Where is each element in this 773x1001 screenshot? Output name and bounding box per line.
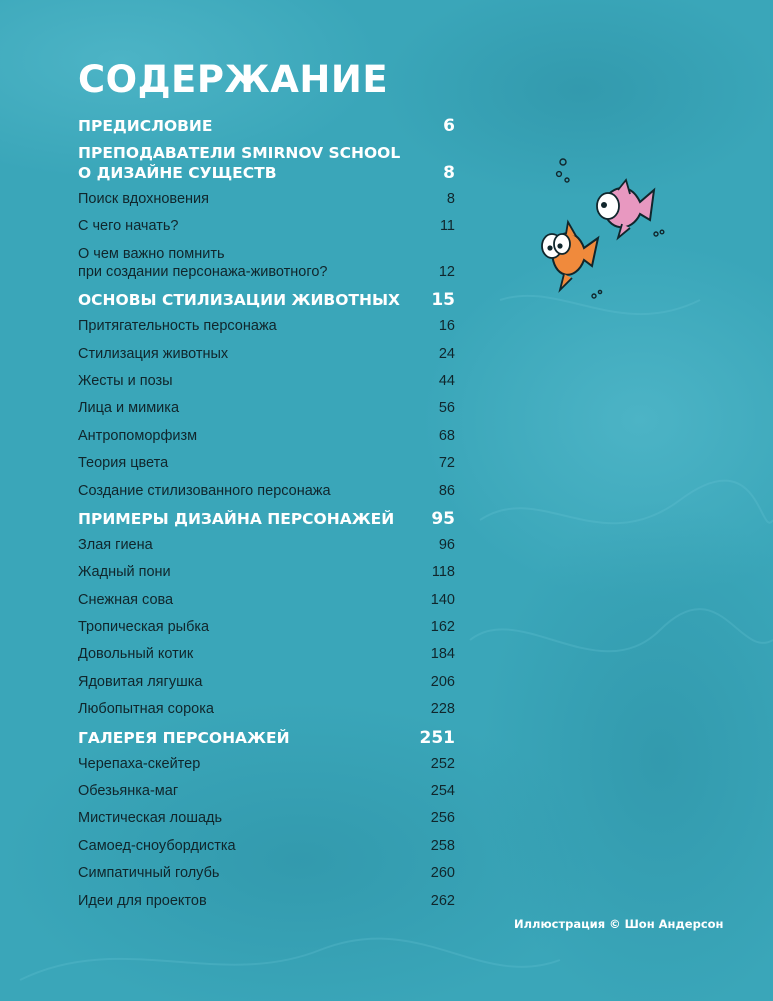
entry-title: Создание стилизованного персонажа bbox=[78, 482, 331, 499]
toc-entry bbox=[78, 864, 455, 882]
toc-section bbox=[78, 116, 455, 136]
entry-title: Стилизация животных bbox=[78, 345, 229, 362]
toc-entry bbox=[78, 372, 455, 390]
entry-title: О чем важно помнить при создании персонажа-животного? bbox=[78, 245, 328, 280]
page-number: 252 bbox=[430, 755, 455, 772]
page-number: 260 bbox=[430, 865, 455, 882]
page-number: 206 bbox=[430, 673, 455, 690]
page-number: 11 bbox=[439, 218, 455, 235]
toc-entry bbox=[78, 755, 455, 773]
toc-section bbox=[78, 143, 455, 183]
page-number: 96 bbox=[438, 536, 455, 553]
page-number: 6 bbox=[443, 116, 455, 136]
entry-title: Мистическая лошадь bbox=[78, 810, 223, 827]
toc-entry bbox=[78, 427, 455, 445]
page-number: 254 bbox=[430, 783, 455, 800]
toc-entry bbox=[78, 217, 455, 235]
toc-entry bbox=[78, 892, 455, 910]
entry-title: Обезьянка-маг bbox=[78, 783, 179, 800]
entry-title: Любопытная сорока bbox=[78, 701, 214, 718]
toc-section bbox=[78, 728, 455, 748]
toc-entry bbox=[78, 399, 455, 417]
entry-title: Снежная сова bbox=[78, 591, 174, 608]
page-number: 262 bbox=[430, 892, 455, 909]
toc-entry bbox=[78, 645, 455, 663]
entry-title: Злая гиена bbox=[78, 536, 153, 553]
page-number: 95 bbox=[431, 508, 455, 529]
entry-title: Идеи для проектов bbox=[78, 892, 207, 909]
page-number: 8 bbox=[443, 163, 455, 183]
two-cartoon-fish-icon bbox=[530, 150, 680, 310]
toc-entry bbox=[78, 345, 455, 363]
toc-entry bbox=[78, 454, 455, 472]
toc-section bbox=[78, 509, 455, 529]
entry-title: Жадный пони bbox=[78, 564, 171, 581]
toc-entry bbox=[78, 673, 455, 691]
entry-title: Черепаха-скейтер bbox=[78, 755, 201, 772]
toc-entry bbox=[78, 618, 455, 636]
toc-entry bbox=[78, 482, 455, 500]
page-number: 256 bbox=[430, 810, 455, 827]
toc-entry bbox=[78, 591, 455, 609]
page-number: 258 bbox=[430, 837, 455, 854]
section-title: ПРИМЕРЫ ДИЗАЙНА ПЕРСОНАЖЕЙ bbox=[78, 509, 395, 528]
illustration-credit: Иллюстрация © Шон Андерсон bbox=[514, 917, 724, 931]
entry-title: Антропоморфизм bbox=[78, 427, 198, 444]
page-number: 68 bbox=[438, 427, 455, 444]
page-number: 12 bbox=[438, 263, 455, 280]
page-title: СОДЕРЖАНИЕ bbox=[78, 58, 389, 101]
toc-entry bbox=[78, 782, 455, 800]
entry-title: Притягательность персонажа bbox=[78, 318, 277, 335]
entry-title: Самоед-сноубордистка bbox=[78, 837, 236, 854]
toc-section bbox=[78, 290, 455, 310]
page-number: 118 bbox=[431, 564, 455, 581]
toc-entry bbox=[78, 809, 455, 827]
page-number: 162 bbox=[430, 619, 455, 636]
entry-title: Поиск вдохновения bbox=[78, 191, 209, 207]
page-number: 228 bbox=[430, 701, 455, 718]
page-number: 251 bbox=[419, 727, 455, 748]
entry-title: Симпатичный голубь bbox=[78, 865, 220, 882]
toc-entry bbox=[78, 536, 455, 554]
page-number: 16 bbox=[438, 318, 455, 335]
section-title: ПРЕПОДАВАТЕЛИ SMIRNOV SCHOOL О ДИЗАЙНЕ СУЩЕСТВ bbox=[78, 144, 401, 182]
page-number: 15 bbox=[431, 290, 455, 311]
entry-title: Теория цвета bbox=[78, 455, 169, 472]
table-of-contents bbox=[78, 116, 455, 919]
entry-title: Ядовитая лягушка bbox=[78, 673, 203, 690]
entry-title: С чего начать? bbox=[78, 218, 179, 235]
page-number: 8 bbox=[446, 191, 455, 207]
page-number: 86 bbox=[438, 482, 455, 499]
toc-entry bbox=[78, 563, 455, 581]
page-number: 140 bbox=[430, 591, 455, 608]
page-number: 72 bbox=[438, 455, 455, 472]
toc-entry bbox=[78, 245, 455, 281]
page-number: 56 bbox=[438, 400, 455, 417]
entry-title: Жесты и позы bbox=[78, 372, 173, 389]
page-number: 184 bbox=[430, 646, 455, 663]
section-title: ПРЕДИСЛОВИЕ bbox=[78, 117, 213, 135]
section-title: ГАЛЕРЕЯ ПЕРСОНАЖЕЙ bbox=[78, 728, 290, 747]
toc-entry bbox=[78, 317, 455, 335]
toc-entry bbox=[78, 700, 455, 718]
page-number: 24 bbox=[438, 345, 455, 362]
toc-entry bbox=[78, 837, 455, 855]
page-number: 44 bbox=[438, 372, 455, 389]
entry-title: Довольный котик bbox=[78, 646, 194, 663]
entry-title: Лица и мимика bbox=[78, 400, 180, 417]
toc-entry bbox=[78, 190, 455, 208]
section-title: ОСНОВЫ СТИЛИЗАЦИИ ЖИВОТНЫХ bbox=[78, 291, 400, 310]
entry-title: Тропическая рыбка bbox=[78, 619, 210, 636]
